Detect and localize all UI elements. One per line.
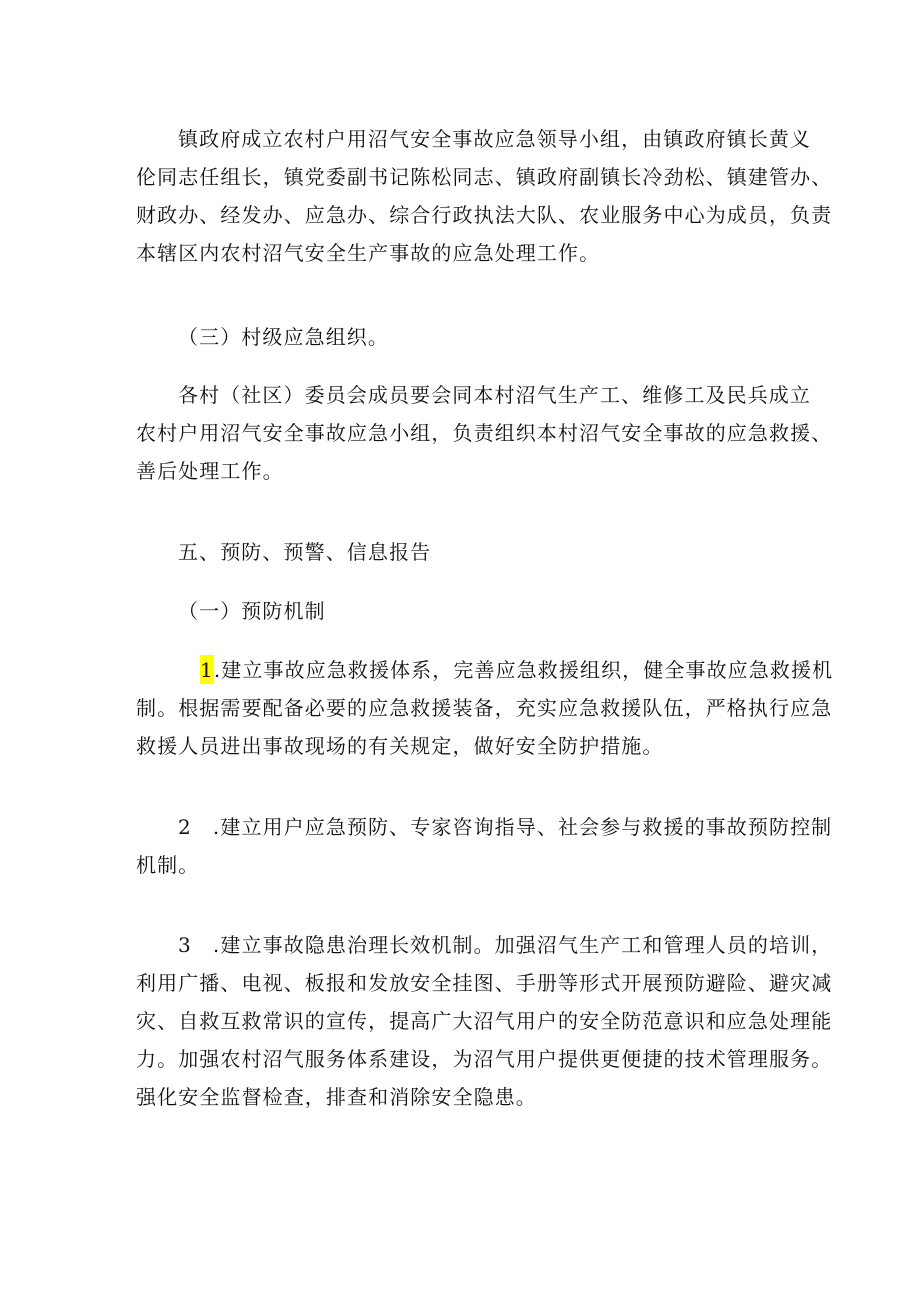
heading-section-five — [136, 533, 798, 571]
heading-village-emergency-organization — [136, 318, 798, 356]
text-line: 力。加强农村沼气服务体系建设，为沼气用户提供更便捷的技术管理服务。 — [136, 1047, 833, 1071]
paragraph-leadership-group — [136, 120, 833, 272]
paragraph-village-emergency-team — [136, 376, 833, 490]
text-segment: .建立事故应急救援体系，完善应急救援组织，健全事故应急救援机 — [213, 658, 834, 682]
text-line: 救援人员进出事故现场的有关规定，做好安全防护措施。 — [136, 734, 664, 758]
highlighted-number: 1 — [200, 655, 214, 684]
text-line: 各村（社区）委员会成员要会同本村沼气生产工、维修工及民兵成立 — [178, 383, 811, 407]
text-line: 镇政府成立农村户用沼气安全事故应急领导小组，由镇政府镇长黄义 — [178, 127, 811, 151]
text-line: 利用广播、电视、板报和发放安全挂图、手册等形式开展预防避险、避灾减 — [136, 971, 833, 995]
text-line: 本辖区内农村沼气安全生产事故的应急处理工作。 — [136, 241, 601, 265]
text-line: 农村户用沼气安全事故应急小组，负责组织本村沼气安全事故的应急救援、 — [136, 421, 833, 445]
text-line — [136, 651, 834, 689]
text-line: 善后处理工作。 — [136, 459, 284, 483]
text-line: 财政办、经发办、应急办、综合行政执法大队、农业服务中心为成员，负责 — [136, 203, 833, 227]
heading-text: （一）预防机制 — [178, 599, 326, 623]
text-line: 3 .建立事故隐患治理长效机制。加强沼气生产工和管理人员的培训， — [178, 933, 833, 957]
text-line: 伦同志任组长，镇党委副书记陈松同志、镇政府副镇长冷劲松、镇建管办、 — [136, 165, 833, 189]
heading-prevention-mechanism — [136, 592, 798, 630]
list-item-2 — [136, 808, 833, 884]
text-line: 强化安全监督检查，排查和消除安全隐患。 — [136, 1085, 537, 1109]
heading-text: （三）村级应急组织。 — [178, 325, 389, 349]
list-item-3 — [136, 926, 833, 1116]
text-line: 2 .建立用户应急预防、专家咨询指导、社会参与救援的事故预防控制 — [178, 815, 833, 839]
heading-text: 五、预防、预警、信息报告 — [178, 540, 432, 564]
text-line: 制。根据需要配备必要的应急救援装备，充实应急救援队伍，严格执行应急 — [136, 696, 833, 720]
text-line: 机制。 — [136, 853, 200, 877]
text-line: 灾、自救互救常识的宣传，提高广大沼气用户的安全防范意识和应急处理能 — [136, 1009, 833, 1033]
list-item-1 — [136, 651, 834, 765]
